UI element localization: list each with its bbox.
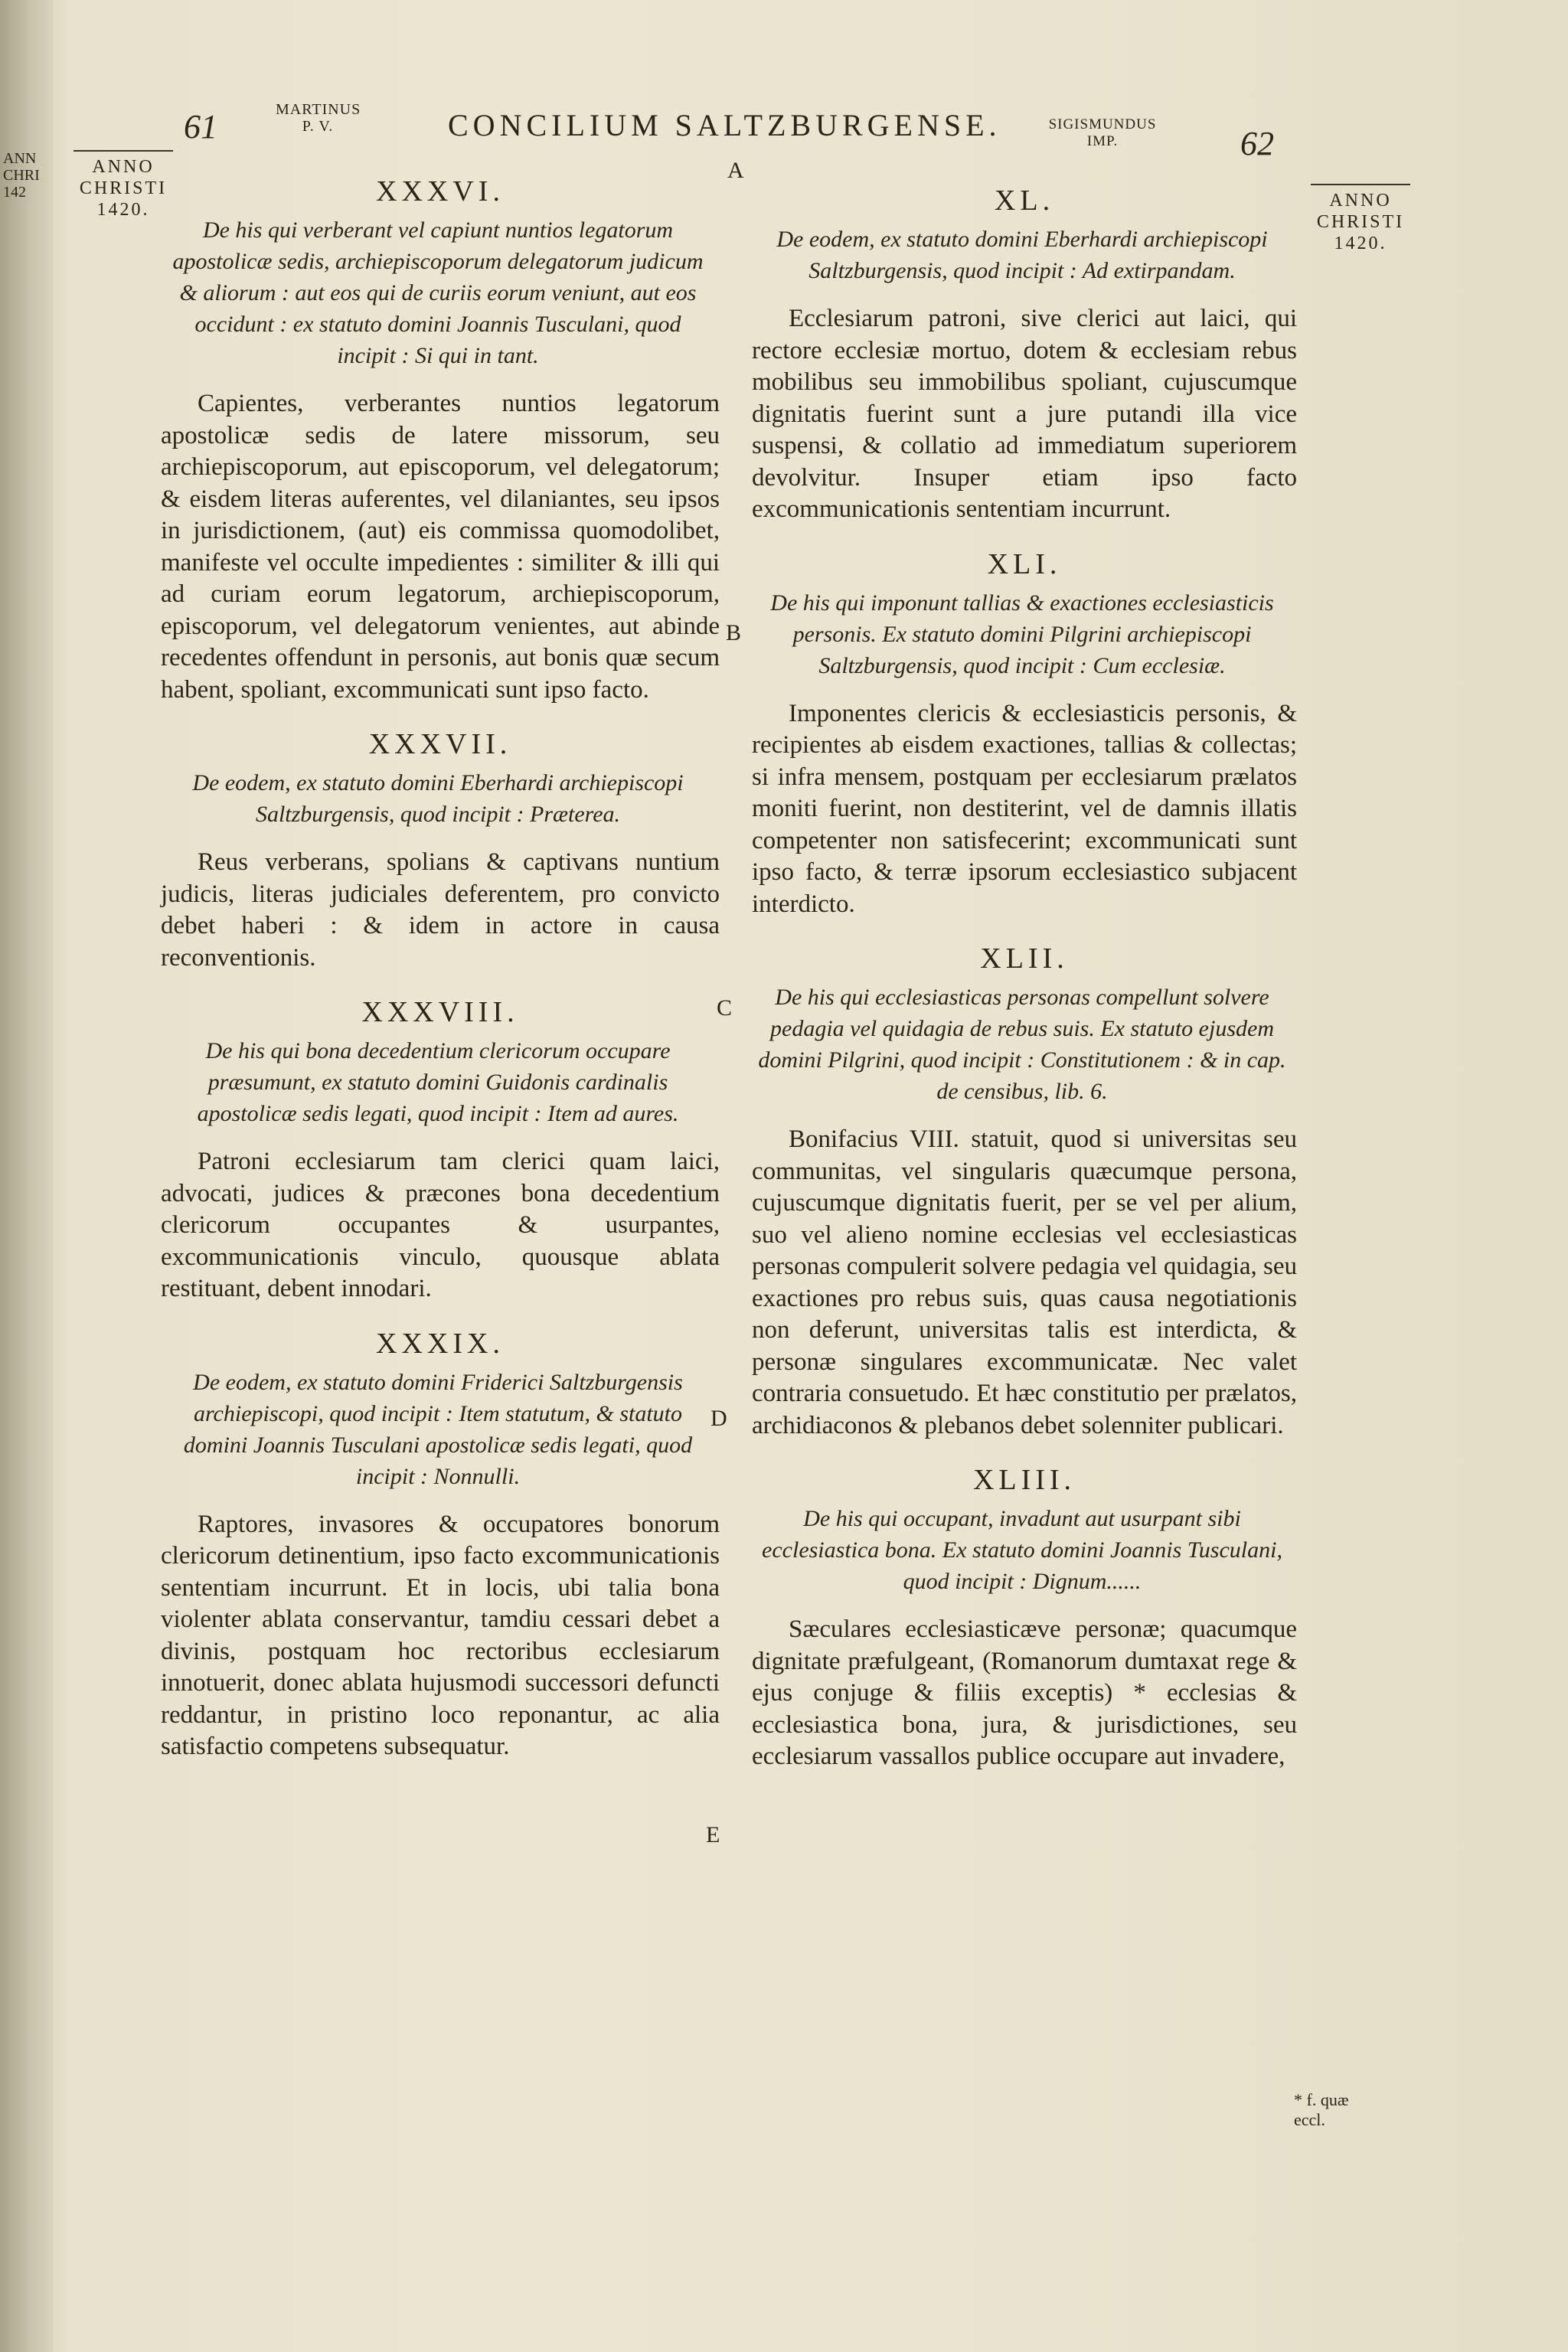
canon-text: Capientes, verberantes nuntios legatorum apostolicæ sedis de latere missorum, seu archiepiscoporum, aut episcoporum, vel delegatorum; & eisdem literas auferentes, vel dilaniantes, seu ipsos in jurisdictionem, (aut) eis commissa quomodolibet, manifeste vel occulte impedientes : similiter & illi qui ad curiam eorum legatorum, archiepiscoporum, episcoporum, vel delegatorum venientes, aut abinde recedentes offendunt in personis, aut bonis quæ secum habent, spoliant, excommunicati sunt ipso facto.	[161, 390, 720, 704]
section-marker-b: B	[726, 620, 742, 645]
section-marker-a: A	[727, 158, 744, 183]
running-title: CONCILIUM SALTZBURGENSE.	[448, 108, 1001, 142]
canon-text: Ecclesiarum patroni, sive clerici aut laici, qui rectore ecclesiæ mortuo, dotem & ecclesiam rebus mobilibus seu immobilibus spoliant, cujuscumque dignitatis fuerint sunt a jure putandi illa vice suspensi, & collatio ad immediatum superiorem devolvitur. Insuper etiam ipso facto excommunicationis sententiam incurrunt.	[752, 305, 1297, 523]
canon-37	[161, 727, 720, 974]
canon-rubric: De eodem, ex statuto domini Eberhardi archiepiscopi Saltzburgensis, quod incipit : Ad extirpandam.	[776, 227, 1268, 283]
header-emperor: SIGISMUNDUS IMP.	[1048, 116, 1157, 149]
canon-text: Imponentes clericis & ecclesiasticis personis, & recipientes ab eisdem exactiones, tallias & collectas; si infra mensem, postquam per ecclesiarum prælatos moniti fuerint, non destiterint, vel de damnis illatis competenter non satisfecerint; excommunicati sunt ipso facto, & terræ ipsorum ecclesiastico subjacent interdicto.	[752, 699, 1297, 918]
canon-number: XXXIX.	[376, 1327, 505, 1360]
canon-42	[752, 942, 1297, 1442]
canon-40	[752, 184, 1297, 526]
canon-number: XL.	[994, 185, 1055, 217]
canon-rubric: De eodem, ex statuto domini Friderici Saltzburgensis archiepiscopi, quod incipit : Item statutum, & statuto domini Joannis Tusculani apostolicæ sedis legati, quod incipit : Nonnulli.	[183, 1369, 693, 1489]
page-number-left: 61	[184, 108, 217, 145]
previous-page-fragment: ANN CHRI 142	[3, 150, 40, 201]
canon-number: XLI.	[987, 547, 1062, 580]
canon-text: Raptores, invasores & occupatores bonorum clericorum detinentium, ipso facto excommunicationis sententiam incurrunt. Et in locis, ubi talia bona violenter ablata conservantur, tamdiu cessari debet a divinis, postquam hoc rectoribus ecclesiarum innotuerit, donec ablata hujusmodi successori defuncti reddantur, in pristino loco reponantur, ac alia satisfactio competens subsequatur.	[161, 1510, 720, 1760]
canon-text: Reus verberans, spolians & captivans nuntium judicis, literas judiciales deferentem, pro convicto debet haberi : & idem in actore in causa reconventionis.	[161, 848, 720, 972]
canon-38	[161, 995, 720, 1305]
canon-number: XLIII.	[972, 1464, 1076, 1496]
section-marker-d: D	[710, 1406, 727, 1431]
left-column	[161, 175, 720, 1774]
header-pope: MARTINUS P. V.	[276, 101, 361, 135]
canon-text: Patroni ecclesiarum tam clerici quam laici, advocati, judices & præcones bona decedentium clericorum occupantes & usurpantes, excommunicationis vinculo, quousque ablata restituant, debent innodari.	[161, 1148, 720, 1302]
canon-rubric: De his qui occupant, invadunt aut usurpant sibi ecclesiastica bona. Ex statuto domini Joannis Tusculani, quod incipit : Dignum......	[762, 1506, 1282, 1594]
margin-year-left	[74, 150, 173, 220]
margin-year-right	[1311, 184, 1410, 254]
canon-number: XXXVI.	[376, 175, 505, 207]
canon-number: XXXVIII.	[361, 996, 519, 1028]
canon-41	[752, 547, 1297, 921]
canon-rubric: De eodem, ex statuto domini Eberhardi archiepiscopi Saltzburgensis, quod incipit : Præterea.	[192, 770, 684, 827]
margin-rule-left	[74, 150, 173, 152]
canon-rubric: De his qui ecclesiasticas personas compellunt solvere pedagia vel quidagia de rebus suis. Ex statuto ejusdem domini Pilgrini, quod incipit : Constitutionem : & in cap. de censibus, lib. 6.	[758, 985, 1286, 1104]
canon-text: Bonifacius VIII. statuit, quod si universitas seu communitas, vel singularis quæcumque persona, cujuscumque dignitatis fuerit, per se vel per alium, suo vel alieno nomine ecclesias vel ecclesiasticas personas compulerit solvere pedagia vel quidagia, seu exactiones pro rebus suis, quas causa negotiationis non deferunt, universitas talis est interdicta, & personæ singulares excommunicatæ. Nec valet contraria consuetudo. Et hæc constitutio per prælatos, archidiaconos & plebanos debet solenniter publicari.	[752, 1125, 1298, 1439]
canon-number: XLII.	[980, 942, 1069, 975]
section-marker-e: E	[706, 1822, 720, 1847]
page-gutter	[0, 0, 54, 2352]
canon-rubric: De his qui bona decedentium clericorum occupare præsumunt, ex statuto domini Guidonis cardinalis apostolicæ sedis legati, quod incipit : Item ad aures.	[197, 1038, 679, 1126]
canon-39	[161, 1327, 720, 1763]
section-marker-c: C	[717, 995, 733, 1021]
canon-36	[161, 175, 720, 706]
canon-43	[752, 1463, 1297, 1773]
right-column	[752, 184, 1297, 1784]
margin-year-right-text: ANNO CHRISTI 1420.	[1316, 191, 1405, 253]
canon-rubric: De his qui verberant vel capiunt nuntios legatorum apostolicæ sedis, archiepiscoporum delegatorum judicum & aliorum : aut eos qui de curiis eorum veniunt, aut eos occidunt : ex statuto domini Joannis Tusculani, quod incipit : Si qui in tant.	[172, 217, 704, 368]
canon-number: XXXVII.	[368, 728, 512, 760]
margin-rule-right	[1311, 184, 1410, 185]
margin-note-right: * f. quæ eccl.	[1294, 2090, 1349, 2129]
margin-year-left-text: ANNO CHRISTI 1420.	[79, 157, 168, 220]
canon-rubric: De his qui imponunt tallias & exactiones ecclesiasticis personis. Ex statuto domini Pilgrini archiepiscopi Saltzburgensis, quod incipit : Cum ecclesiæ.	[770, 590, 1274, 678]
page-number-right: 62	[1240, 125, 1274, 162]
canon-text: Sæculares ecclesiasticæve personæ; quacumque dignitate præfulgeant, (Romanorum dumtaxat rege & ejus conjuge & filiis exceptis) * ecclesias & ecclesiastica bona, jura, & jurisdictiones, seu ecclesiarum vassallos publice occupare aut invadere,	[752, 1615, 1297, 1770]
